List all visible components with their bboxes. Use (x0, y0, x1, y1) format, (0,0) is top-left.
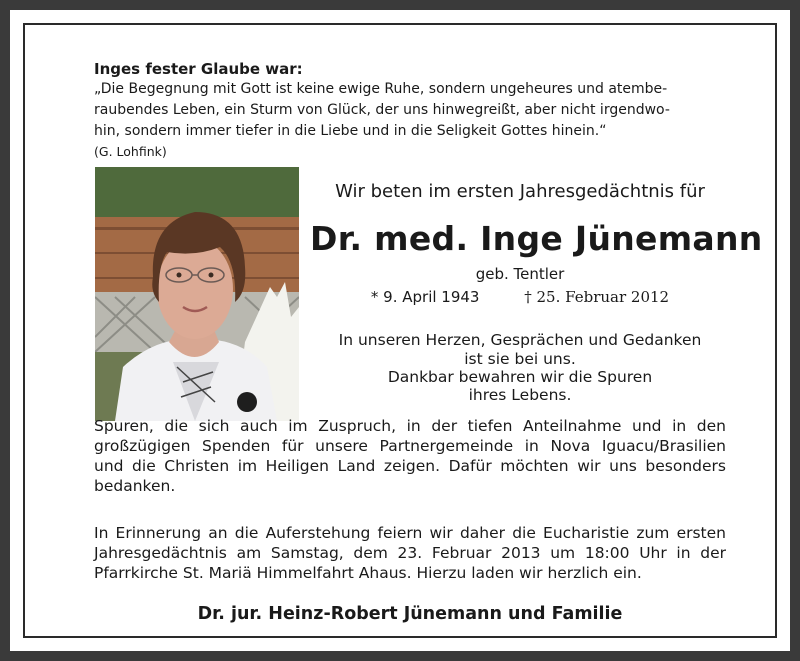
thanks-paragraph (94, 416, 726, 496)
portrait-photo (95, 167, 299, 421)
verse-line: ist sie bei uns. (464, 350, 576, 368)
verse-line: Dankbar bewahren wir die Spuren (387, 368, 653, 386)
paragraph-line: Jahresgedächtnis am Samstag, dem 23. Februar 2013 um 18:00 Uhr in der (94, 544, 726, 562)
life-dates (310, 288, 730, 306)
quote-heading: Inges fester Glaube war: (94, 60, 303, 78)
verse-line: In unseren Herzen, Gesprächen und Gedanken (338, 331, 702, 349)
paragraph-line: bedanken. (94, 477, 176, 495)
verse-line: ihres Lebens. (468, 386, 572, 404)
paragraph-line: großzügigen Spenden für unsere Partnergemeinde in Nova Iguacu/Brasilien (94, 437, 726, 455)
memorial-intro: Wir beten im ersten Jahresgedächtnis für (335, 181, 705, 202)
death-date: † 25. Februar 2012 (524, 288, 670, 306)
quote-line: raubendes Leben, ein Sturm von Glück, der uns hinwegreißt, aber nicht irgendwo- (94, 102, 670, 118)
obituary-card (10, 10, 790, 651)
quote-line: „Die Begegnung mit Gott ist keine ewige Ruhe, sondern ungeheures und atembe- (94, 81, 668, 97)
portrait-image (95, 167, 299, 421)
quote-source: (G. Lohfink) (94, 144, 167, 159)
paragraph-line: und die Christen im Heiligen Land zeigen. Dafür möchten wir uns besonders (94, 457, 726, 475)
quote-line: hin, sondern immer tiefer in die Liebe und in die Seligkeit Gottes hinein.“ (94, 123, 607, 139)
paragraph-line: Pfarrkirche St. Mariä Himmelfahrt Ahaus. Hierzu laden wir herzlich ein. (94, 564, 642, 582)
invitation-paragraph (94, 523, 726, 583)
birth-name: geb. Tentler (475, 265, 565, 283)
signature: Dr. jur. Heinz-Robert Jünemann und Familie (197, 604, 623, 624)
deceased-name: Dr. med. Inge Jünemann (310, 219, 763, 258)
birth-date: * 9. April 1943 (370, 288, 480, 306)
paragraph-line: In Erinnerung an die Auferstehung feiern wir daher die Eucharistie zum ersten (94, 524, 726, 542)
paragraph-line: Spuren, die sich auch im Zuspruch, in der tiefen Anteilnahme und in den (94, 417, 726, 435)
